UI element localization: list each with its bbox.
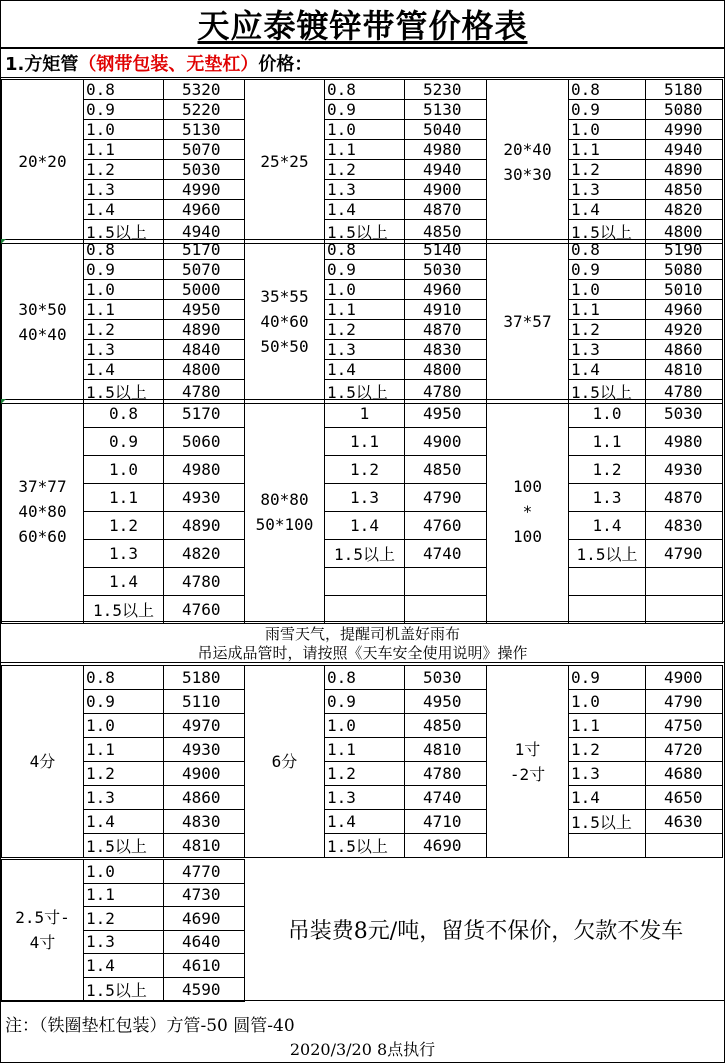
price-cell: 4960: [164, 200, 245, 220]
size-spec: 60*60: [18, 527, 67, 546]
price-cell: 4810: [164, 834, 245, 858]
price-cell: 4890: [646, 160, 723, 180]
table-row: [2, 810, 723, 834]
size-spec: 2.5寸-: [15, 908, 70, 928]
size-spec-cell: [245, 80, 325, 244]
thickness-cell: 1.4: [84, 810, 164, 834]
price-cell: 4780: [405, 380, 487, 404]
price-cell: 4950: [405, 690, 487, 714]
price-cell: 4940: [164, 220, 245, 244]
thickness-cell: 1.5以上: [84, 977, 164, 1001]
price-cell: 5190: [646, 240, 723, 260]
size-spec-cell: [2, 80, 84, 244]
thickness-cell: 1.4: [325, 810, 405, 834]
thickness-cell: 1.1: [325, 140, 405, 160]
size-spec: 40*80: [18, 502, 67, 521]
size-spec-cell: [2, 666, 84, 858]
table-row: [2, 140, 723, 160]
price-cell: 4900: [405, 180, 487, 200]
table-row: [2, 512, 723, 540]
price-cell: 4740: [405, 540, 487, 568]
price-cell: 4780: [164, 380, 245, 404]
table-row: [2, 160, 723, 180]
table-row: [2, 714, 723, 738]
thickness-cell: 1.5以上: [84, 834, 164, 858]
size-spec-cell: [245, 400, 325, 624]
price-cell: 4840: [164, 340, 245, 360]
table-row: [2, 666, 723, 690]
size-spec: 20*20: [18, 152, 67, 171]
thickness-cell: 0.8: [569, 240, 646, 260]
notice-line-1: 雨雪天气，提醒司机盖好雨布: [264, 625, 460, 643]
price-cell: 4650: [646, 786, 723, 810]
thickness-cell: 1.1: [569, 714, 646, 738]
heading-suffix: 价格：: [258, 53, 313, 75]
price-cell: 4930: [164, 738, 245, 762]
thickness-cell: 1.3: [84, 340, 164, 360]
fee-statement: 吊装费8元/吨，留货不保价，欠款不发车: [287, 919, 684, 944]
thickness-cell: 1.2: [84, 512, 164, 540]
thickness-cell: 1.2: [325, 762, 405, 786]
price-cell: 4890: [164, 320, 245, 340]
thickness-cell: [569, 568, 646, 596]
thickness-cell: 0.9: [84, 690, 164, 714]
thickness-cell: 0.8: [84, 666, 164, 690]
price-cell: 5070: [164, 140, 245, 160]
thickness-cell: 1.3: [325, 340, 405, 360]
table-row: [2, 240, 723, 260]
thickness-cell: 1.5以上: [325, 834, 405, 858]
heading-prefix: 1.方矩管: [5, 53, 79, 75]
thickness-cell: 1.3: [84, 180, 164, 200]
thickness-cell: 1.1: [569, 140, 646, 160]
thickness-cell: 1.0: [84, 714, 164, 738]
thickness-cell: 0.8: [325, 80, 405, 100]
price-cell: 5030: [646, 400, 723, 428]
table-row: [2, 340, 723, 360]
thickness-cell: 1.2: [569, 320, 646, 340]
thickness-cell: 1.4: [325, 200, 405, 220]
thickness-cell: 1.0: [84, 456, 164, 484]
thickness-cell: 1.0: [569, 120, 646, 140]
thickness-cell: 0.9: [569, 666, 646, 690]
thickness-cell: [569, 596, 646, 624]
size-spec: 30*30: [503, 164, 552, 184]
price-cell: 4910: [405, 300, 487, 320]
price-cell: 4710: [405, 810, 487, 834]
cell-marker: [1, 399, 6, 404]
thickness-cell: [325, 596, 405, 624]
size-spec: 37*57: [503, 312, 552, 331]
thickness-cell: 1.5以上: [325, 380, 405, 404]
thickness-cell: 1.2: [325, 160, 405, 180]
thickness-cell: 1.4: [569, 200, 646, 220]
thickness-cell: 1.1: [84, 484, 164, 512]
price-cell: 5080: [646, 100, 723, 120]
size-spec-cell: [2, 240, 84, 404]
price-cell: 4760: [164, 596, 245, 624]
thickness-cell: 0.9: [84, 100, 164, 120]
thickness-cell: 1.4: [569, 786, 646, 810]
table-row: [2, 260, 723, 280]
thickness-cell: 1.2: [84, 320, 164, 340]
price-cell: 4780: [405, 762, 487, 786]
size-spec-cell: [487, 240, 569, 404]
price-cell: 4950: [164, 300, 245, 320]
thickness-cell: 0.8: [569, 80, 646, 100]
thickness-cell: 1.0: [325, 280, 405, 300]
size-spec: -2寸: [509, 764, 546, 784]
thickness-cell: 1.3: [569, 762, 646, 786]
thickness-cell: 1.4: [84, 200, 164, 220]
price-cell: 4860: [164, 786, 245, 810]
table-row: [2, 860, 245, 884]
thickness-cell: 1.5以上: [325, 540, 405, 568]
thickness-cell: 1.4: [325, 360, 405, 380]
thickness-cell: 1.1: [84, 300, 164, 320]
size-spec: 4寸: [29, 933, 56, 953]
price-cell: 4980: [646, 428, 723, 456]
table-row: [2, 180, 723, 200]
price-cell: 4800: [646, 220, 723, 244]
thickness-cell: 0.9: [84, 428, 164, 456]
price-cell: 4960: [646, 300, 723, 320]
thickness-cell: 0.9: [84, 260, 164, 280]
thickness-cell: 0.9: [325, 690, 405, 714]
thickness-cell: 1.3: [569, 180, 646, 200]
size-spec-cell: [487, 400, 569, 624]
price-cell: 4900: [646, 666, 723, 690]
thickness-cell: 1.1: [84, 140, 164, 160]
price-cell: 4820: [646, 200, 723, 220]
price-cell: 4890: [164, 512, 245, 540]
price-cell: 4960: [405, 280, 487, 300]
price-cell: 4940: [405, 160, 487, 180]
thickness-cell: 1.3: [84, 540, 164, 568]
price-cell: 4990: [164, 180, 245, 200]
thickness-cell: 1.4: [569, 360, 646, 380]
table-row: [2, 400, 723, 428]
size-spec-cell: [487, 80, 569, 244]
price-cell: 4810: [646, 360, 723, 380]
price-cell: 4930: [164, 484, 245, 512]
thickness-cell: 1.3: [569, 484, 646, 512]
price-cell: 4970: [164, 714, 245, 738]
price-cell: 4850: [646, 180, 723, 200]
thickness-cell: 1.5以上: [569, 220, 646, 244]
table-row: [2, 596, 723, 624]
thickness-cell: 0.9: [325, 100, 405, 120]
size-spec: 37*77: [18, 477, 67, 496]
price-cell: 4980: [164, 456, 245, 484]
thickness-cell: 1.4: [84, 954, 164, 978]
price-cell: 4870: [405, 320, 487, 340]
thickness-cell: 0.9: [569, 100, 646, 120]
price-cell: 4820: [164, 540, 245, 568]
thickness-cell: 1.2: [569, 456, 646, 484]
thickness-cell: 1: [325, 400, 405, 428]
thickness-cell: 1.1: [84, 883, 164, 907]
table-row: [2, 738, 723, 762]
price-table-section-5: [1, 859, 245, 1002]
price-cell: 4850: [405, 220, 487, 244]
thickness-cell: 1.5以上: [569, 380, 646, 404]
price-cell: 5040: [405, 120, 487, 140]
table-row: [2, 100, 723, 120]
thickness-cell: 1.3: [325, 180, 405, 200]
thickness-cell: 1.3: [325, 484, 405, 512]
size-spec: 50*100: [255, 514, 314, 534]
thickness-cell: 1.4: [569, 512, 646, 540]
size-spec-cell: [245, 240, 325, 404]
thickness-cell: 0.8: [325, 240, 405, 260]
price-cell: 4760: [405, 512, 487, 540]
price-cell: [646, 568, 723, 596]
size-spec: 6分: [271, 752, 298, 771]
thickness-cell: 1.0: [569, 280, 646, 300]
table-row: [2, 568, 723, 596]
price-cell: 5170: [164, 400, 245, 428]
price-cell: 4900: [405, 428, 487, 456]
table-row: [2, 428, 723, 456]
thickness-cell: 1.5以上: [569, 540, 646, 568]
price-cell: 4750: [646, 714, 723, 738]
thickness-cell: 1.2: [84, 160, 164, 180]
thickness-cell: 1.0: [84, 860, 164, 884]
thickness-cell: [325, 568, 405, 596]
thickness-cell: 0.8: [325, 666, 405, 690]
price-cell: 5110: [164, 690, 245, 714]
thickness-cell: 1.1: [569, 428, 646, 456]
thickness-cell: 1.2: [325, 456, 405, 484]
table-row: [2, 786, 723, 810]
thickness-cell: 1.3: [84, 786, 164, 810]
size-spec: 1寸: [514, 739, 541, 759]
table-row: [2, 762, 723, 786]
price-cell: 4590: [164, 977, 245, 1001]
thickness-cell: 1.2: [569, 738, 646, 762]
price-cell: 4680: [646, 762, 723, 786]
price-cell: 5230: [405, 80, 487, 100]
price-cell: 4870: [405, 200, 487, 220]
table-row: [2, 456, 723, 484]
price-table-section-4: [1, 665, 723, 858]
price-cell: 4630: [646, 810, 723, 834]
price-cell: 4790: [405, 484, 487, 512]
thickness-cell: 1.4: [84, 360, 164, 380]
thickness-cell: 1.1: [325, 428, 405, 456]
price-cell: 4810: [405, 738, 487, 762]
thickness-cell: 1.1: [84, 738, 164, 762]
thickness-cell: 0.8: [84, 80, 164, 100]
price-cell: 4980: [405, 140, 487, 160]
thickness-cell: 1.4: [325, 512, 405, 540]
price-cell: 5140: [405, 240, 487, 260]
page-title: 天应泰镀锌带管价格表: [1, 1, 724, 49]
footer-note: 注：（铁圈垫杠包装）方管-50 圆管-40: [5, 1016, 295, 1036]
price-cell: 4690: [164, 907, 245, 931]
price-cell: 4940: [646, 140, 723, 160]
price-cell: 4830: [164, 810, 245, 834]
thickness-cell: 1.3: [569, 340, 646, 360]
thickness-cell: 0.8: [84, 240, 164, 260]
safety-notice: [1, 621, 724, 663]
thickness-cell: 0.9: [569, 260, 646, 280]
section-heading: [1, 48, 724, 78]
table-row: [2, 360, 723, 380]
price-cell: 4790: [646, 690, 723, 714]
thickness-cell: 1.0: [84, 120, 164, 140]
thickness-cell: 1.0: [569, 400, 646, 428]
notice-line-2: 吊运成品管时，请按照《天车安全使用说明》操作: [197, 644, 528, 662]
table-row: [2, 320, 723, 340]
price-cell: 4800: [164, 360, 245, 380]
cell-marker: [1, 239, 6, 244]
price-cell: 4860: [646, 340, 723, 360]
size-spec-cell: [2, 400, 84, 624]
thickness-cell: 1.5以上: [325, 220, 405, 244]
thickness-cell: 1.2: [569, 160, 646, 180]
thickness-cell: 1.5以上: [84, 596, 164, 624]
table-row: [2, 484, 723, 512]
price-cell: 4990: [646, 120, 723, 140]
price-cell: 4780: [164, 568, 245, 596]
thickness-cell: [569, 834, 646, 858]
price-cell: 5010: [646, 280, 723, 300]
size-spec: 20*40: [503, 139, 552, 159]
size-spec: 30*50: [18, 299, 67, 319]
thickness-cell: 1.5以上: [84, 220, 164, 244]
table-row: [2, 690, 723, 714]
price-cell: 4610: [164, 954, 245, 978]
price-cell: 4780: [646, 380, 723, 404]
price-cell: 4790: [646, 540, 723, 568]
thickness-cell: 1.1: [325, 300, 405, 320]
size-spec: 40*40: [18, 324, 67, 344]
thickness-cell: 1.5以上: [84, 380, 164, 404]
price-cell: 4930: [646, 456, 723, 484]
thickness-cell: 1.1: [569, 300, 646, 320]
thickness-cell: 1.5以上: [569, 810, 646, 834]
price-cell: 5180: [164, 666, 245, 690]
price-cell: 4640: [164, 930, 245, 954]
price-cell: 4690: [405, 834, 487, 858]
price-cell: [646, 596, 723, 624]
price-cell: 4850: [405, 456, 487, 484]
size-spec-cell: [487, 666, 569, 858]
price-cell: 4730: [164, 883, 245, 907]
price-cell: 5030: [405, 260, 487, 280]
price-cell: 4850: [405, 714, 487, 738]
heading-packaging-note: （钢带包装、无垫杠）: [78, 53, 259, 75]
price-cell: 4950: [405, 400, 487, 428]
price-cell: 5170: [164, 240, 245, 260]
table-row: [2, 280, 723, 300]
price-cell: 5180: [646, 80, 723, 100]
table-row: [2, 834, 723, 858]
size-spec: 50*50: [260, 337, 309, 356]
price-cell: [405, 596, 487, 624]
price-cell: 5030: [164, 160, 245, 180]
thickness-cell: 1.0: [325, 714, 405, 738]
size-spec: 80*80: [260, 489, 309, 509]
price-cell: 4720: [646, 738, 723, 762]
price-cell: 4870: [646, 484, 723, 512]
price-table-section-1: [1, 79, 723, 244]
size-spec-cell: [2, 860, 84, 1002]
thickness-cell: 1.3: [84, 930, 164, 954]
size-spec: 4分: [29, 752, 56, 771]
price-cell: 4770: [164, 860, 245, 884]
price-cell: 5080: [646, 260, 723, 280]
price-cell: 5220: [164, 100, 245, 120]
price-cell: 5130: [405, 100, 487, 120]
price-table-section-2: [1, 239, 723, 404]
price-cell: [405, 568, 487, 596]
size-spec: 100: [513, 477, 542, 496]
price-cell: 5030: [405, 666, 487, 690]
thickness-cell: 1.2: [84, 907, 164, 931]
size-spec-cell: [245, 666, 325, 858]
price-cell: 5000: [164, 280, 245, 300]
price-cell: 5070: [164, 260, 245, 280]
size-spec: 35*55: [260, 287, 309, 306]
thickness-cell: 1.2: [84, 762, 164, 786]
price-cell: 4920: [646, 320, 723, 340]
price-cell: 5130: [164, 120, 245, 140]
thickness-cell: 1.4: [84, 568, 164, 596]
size-spec: 40*60: [260, 312, 309, 331]
price-cell: [646, 834, 723, 858]
table-row: [2, 200, 723, 220]
table-row: [2, 300, 723, 320]
thickness-cell: 1.0: [84, 280, 164, 300]
price-cell: 5320: [164, 80, 245, 100]
price-cell: 4900: [164, 762, 245, 786]
footer: [1, 1000, 724, 1063]
thickness-cell: 1.3: [325, 786, 405, 810]
thickness-cell: 1.0: [325, 120, 405, 140]
thickness-cell: 1.2: [325, 320, 405, 340]
thickness-cell: 0.8: [84, 400, 164, 428]
effective-date: 2020/3/20 8点执行: [289, 1040, 436, 1059]
thickness-cell: 0.9: [325, 260, 405, 280]
price-cell: 4800: [405, 360, 487, 380]
table-row: [2, 120, 723, 140]
price-cell: 4830: [405, 340, 487, 360]
table-row: [2, 540, 723, 568]
size-spec: 100: [513, 527, 542, 546]
size-spec: 25*25: [260, 152, 309, 171]
price-table-section-3: [1, 399, 723, 624]
price-cell: 4830: [646, 512, 723, 540]
price-cell: 4740: [405, 786, 487, 810]
thickness-cell: 1.1: [325, 738, 405, 762]
price-cell: 5060: [164, 428, 245, 456]
size-spec: *: [522, 502, 533, 521]
table-row: [2, 80, 723, 100]
thickness-cell: 1.0: [569, 690, 646, 714]
